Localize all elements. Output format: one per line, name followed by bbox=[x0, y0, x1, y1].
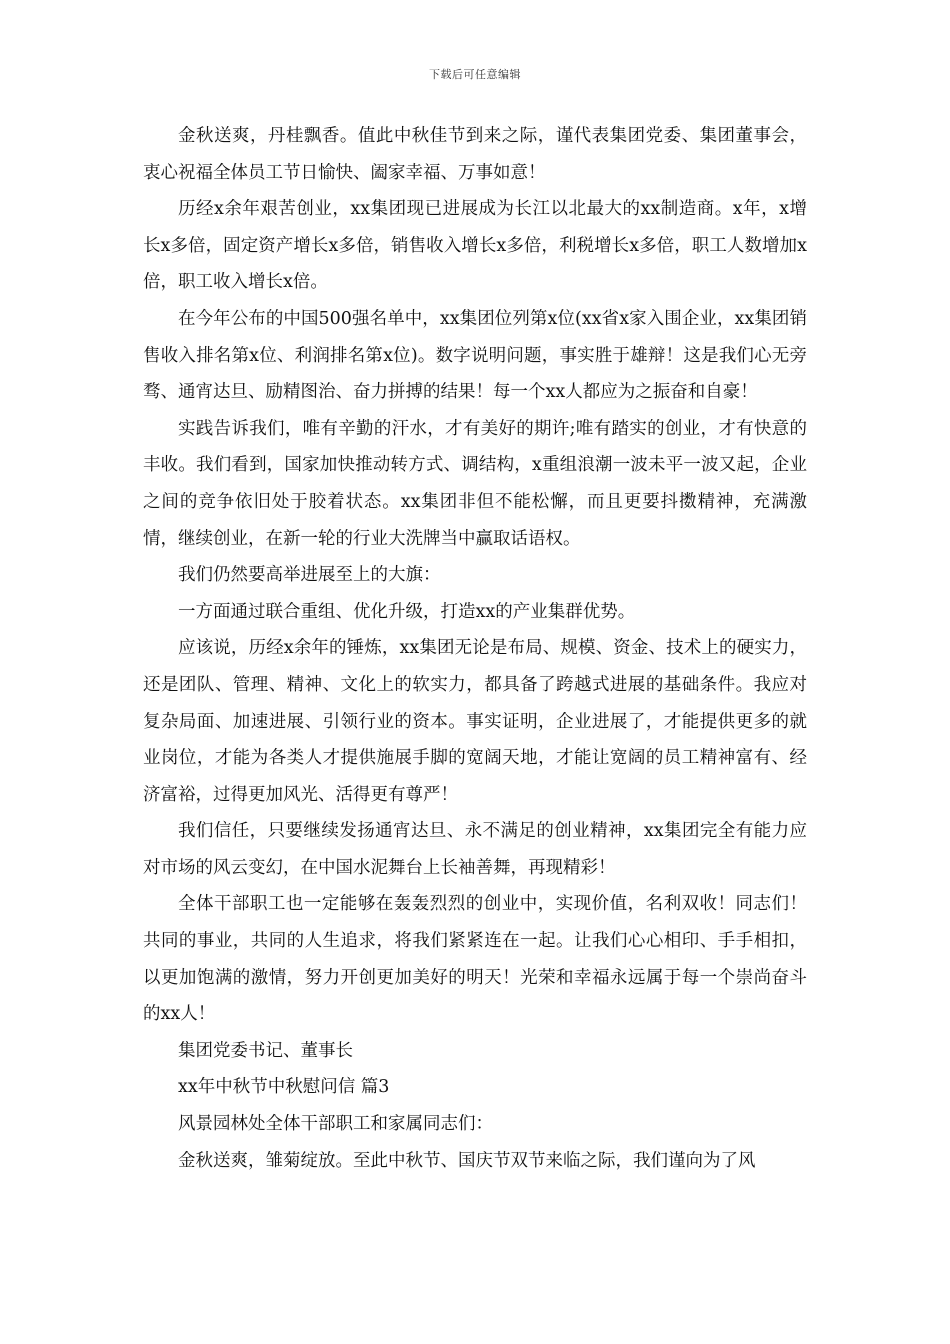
paragraph-ranking: 在今年公布的中国500强名单中，xx集团位列第x位(xx省x家入围企业，xx集团销售收入排名第x位、利润排名第x位)。数字说明问题，事实胜于雄辩！这是我们心无旁骛、通宵达旦、励精图治、奋力拼搏的结果！每一个xx人都应为之振奋和自豪！ bbox=[143, 308, 807, 403]
signature-line: 集团党委书记、董事长 bbox=[178, 1040, 353, 1061]
salutation: 风景园林处全体干部职工和家属同志们： bbox=[178, 1114, 493, 1135]
section-title: xx年中秋节中秋慰问信 篇3 bbox=[178, 1077, 390, 1098]
paragraph-banner: 我们仍然要高举进展至上的大旗： bbox=[178, 565, 441, 586]
document-body bbox=[143, 118, 807, 1179]
paragraph-belief: 我们信任，只要继续发扬通宵达旦、永不满足的创业精神，xx集团完全有能力应对市场的风云变幻，在中国水泥舞台上长袖善舞，再现精彩！ bbox=[143, 821, 807, 878]
page-header-note: 下载后可任意编辑 bbox=[429, 68, 521, 81]
paragraph-appeal: 全体干部职工也一定能够在轰轰烈烈的创业中，实现价值，名利双收！同志们！共同的事业，共同的人生追求，将我们紧紧连在一起。让我们心心相印、手手相扣，以更加饱满的激情，努力开创更加美好的明天！光荣和幸福永远属于每一个崇尚奋斗的xx人！ bbox=[143, 894, 807, 1025]
paragraph-strength: 应该说，历经x余年的锤炼，xx集团无论是布局、规模、资金、技术上的硬实力，还是团队、管理、精神、文化上的软实力，都具备了跨越式进展的基础条件。我应对复杂局面、加速进展、引领行业的资本。事实证明，企业进展了，才能提供更多的就业岗位，才能为各类人才提供施展手脚的宽阔天地，才能让宽阔的员工精神富有、经济富裕，过得更加风光、活得更有尊严！ bbox=[143, 638, 807, 805]
paragraph-opening: 金秋送爽，雏菊绽放。至此中秋节、国庆节双节来临之际，我们谨向为了风 bbox=[178, 1150, 756, 1171]
paragraph-reorganization: 一方面通过联合重组、优化升级，打造xx的产业集群优势。 bbox=[178, 601, 636, 622]
paragraph-history: 历经x余年艰苦创业，xx集团现已进展成为长江以北最大的xx制造商。x年，x增长x多倍，固定资产增长x多倍，销售收入增长x多倍，利税增长x多倍，职工人数增加x倍，职工收入增长x倍。 bbox=[143, 199, 807, 293]
paragraph-greeting: 金秋送爽，丹桂飘香。值此中秋佳节到来之际，谨代表集团党委、集团董事会，衷心祝福全体员工节日愉快、阖家幸福、万事如意！ bbox=[143, 126, 807, 183]
paragraph-practice: 实践告诉我们，唯有辛勤的汗水，才有美好的期许;唯有踏实的创业，才有快意的丰收。我们看到，国家加快推动转方式、调结构，x重组浪潮一波未平一波又起，企业之间的竞争依旧处于胶着状态。xx集团非但不能松懈，而且更要抖擞精神，充满激情，继续创业，在新一轮的行业大洗牌当中赢取话语权。 bbox=[143, 418, 807, 549]
